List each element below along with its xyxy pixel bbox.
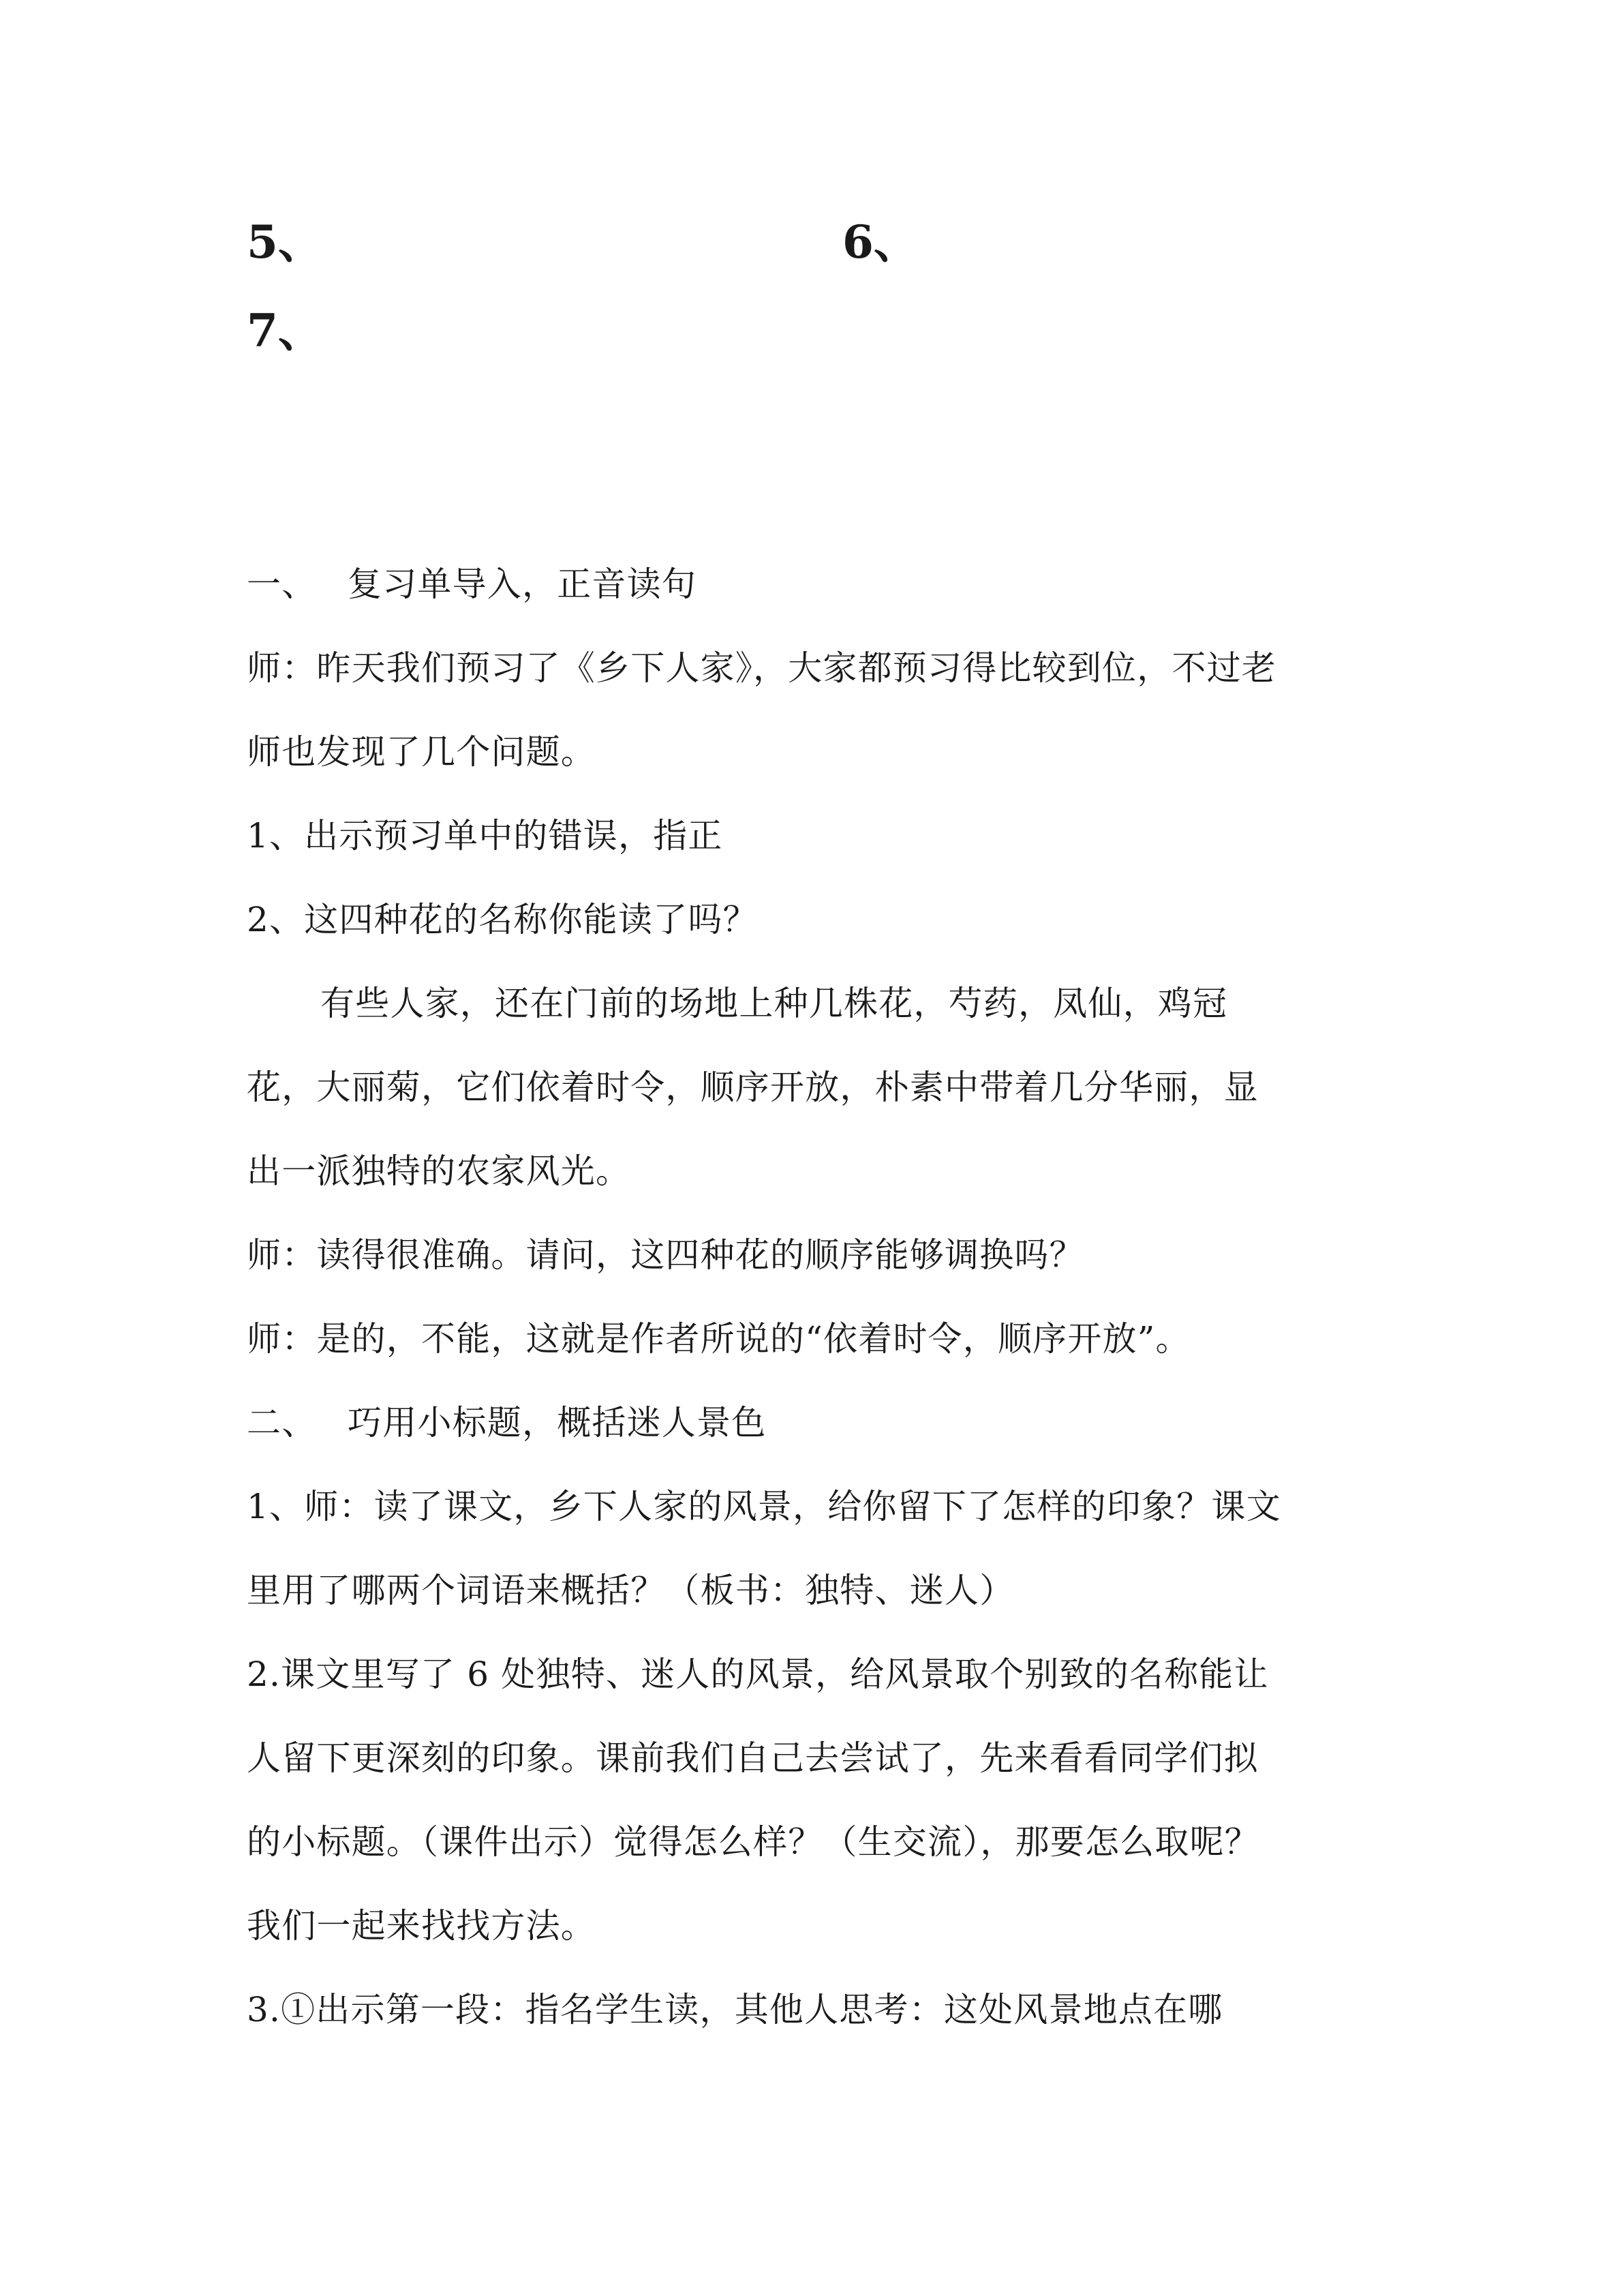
answer-number-7: 7、 xyxy=(247,304,323,357)
quote-line: 有些人家，还在门前的场地上种几株花，芍药，凤仙，鸡冠 xyxy=(320,984,1228,1023)
quote-line: 出一派独特的农家风光。 xyxy=(247,1151,631,1191)
paragraph-line: 师也发现了几个问题。 xyxy=(247,732,596,772)
paragraph-line: 师：读得很准确。请问，这四种花的顺序能够调换吗？ xyxy=(247,1235,1084,1275)
paragraph-line: 人留下更深刻的印象。课前我们自己去尝试了，先来看看同学们拟 xyxy=(247,1738,1259,1778)
answer-number-5: 5、 xyxy=(247,215,323,269)
answer-number-6: 6、 xyxy=(842,215,919,269)
section-heading-1 xyxy=(247,564,697,605)
quote-line: 花，大丽菊，它们依着时令，顺序开放，朴素中带着几分华丽，显 xyxy=(247,1068,1259,1107)
section-heading-2 xyxy=(247,1402,766,1443)
paragraph-line: 师：是的，不能，这就是作者所说的“依着时令，顺序开放”。 xyxy=(247,1319,1191,1359)
paragraph-line: 的小标题。（课件出示）觉得怎么样？（生交流），那要怎么取呢？ xyxy=(247,1822,1259,1862)
paragraph-line: 3.①出示第一段：指名学生读，其他人思考：这处风景地点在哪 xyxy=(247,1990,1223,2029)
paragraph-line: 2.课文里写了 6 处独特、迷人的风景，给风景取个别致的名称能让 xyxy=(247,1655,1269,1694)
paragraph-line: 2、这四种花的名称你能读了吗？ xyxy=(247,900,758,939)
section-title: 复习单导入，正音读句 xyxy=(348,564,697,604)
paragraph-line: 师：昨天我们预习了《乡下人家》，大家都预习得比较到位，不过老 xyxy=(247,648,1276,688)
section-number: 一、 xyxy=(247,564,317,604)
paragraph-line: 我们一起来找找方法。 xyxy=(247,1906,596,1946)
paragraph-line: 1、师：读了课文，乡下人家的风景，给你留下了怎样的印象？课文 xyxy=(247,1487,1281,1526)
section-title: 巧用小标题，概括迷人景色 xyxy=(348,1403,767,1442)
paragraph-line: 1、出示预习单中的错误，指正 xyxy=(247,816,723,856)
paragraph-line: 里用了哪两个词语来概括？（板书：独特、迷人） xyxy=(247,1571,1015,1610)
section-number: 二、 xyxy=(247,1403,317,1442)
